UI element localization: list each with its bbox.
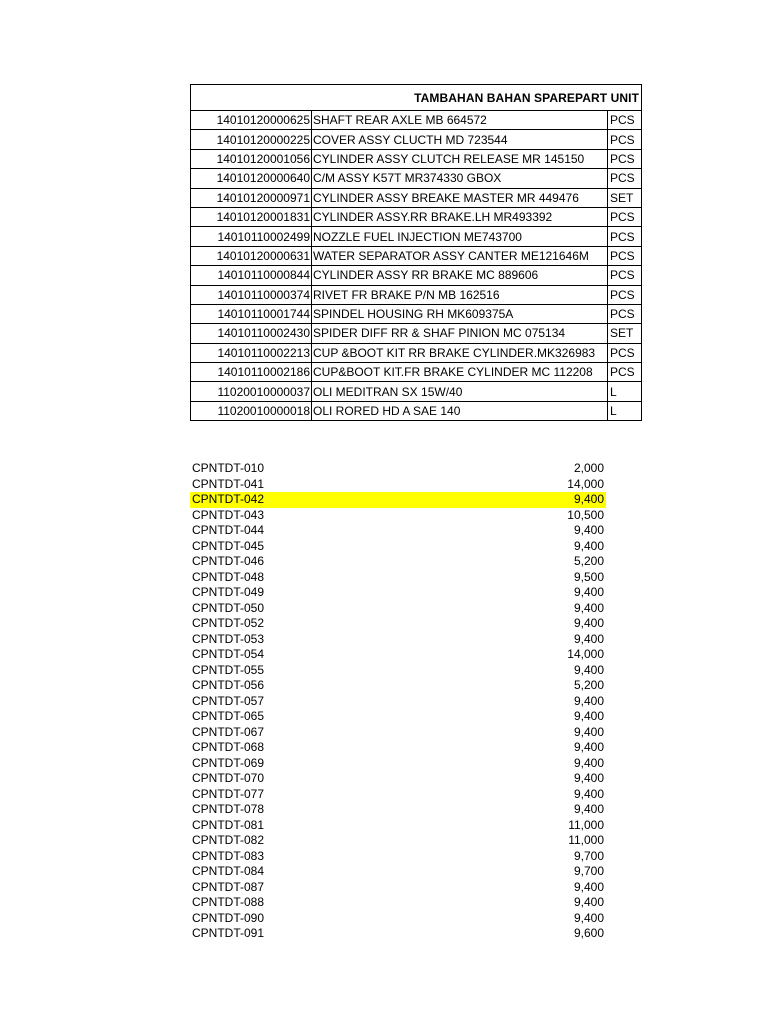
price-value: 9,700: [573, 864, 604, 879]
price-value: 9,400: [573, 771, 604, 786]
price-code: CPNTDT-083: [192, 848, 265, 863]
price-value: 9,400: [573, 538, 604, 553]
price-code: CPNTDT-050: [192, 600, 265, 615]
part-code-cell: 14010110002499: [191, 227, 312, 246]
part-unit-cell: PCS: [608, 111, 642, 130]
price-row: [190, 740, 606, 756]
table-row: [191, 169, 642, 188]
price-value: 9,400: [573, 631, 604, 646]
price-value: 9,500: [573, 569, 604, 584]
price-value: 11,000: [568, 817, 604, 832]
price-value: 9,400: [573, 492, 604, 507]
part-code-cell: 14010120000971: [191, 188, 312, 207]
price-code: CPNTDT-077: [192, 786, 265, 801]
price-value: 9,400: [573, 786, 604, 801]
part-unit-cell: PCS: [608, 149, 642, 168]
price-code: CPNTDT-069: [192, 755, 265, 770]
price-value: 9,400: [573, 616, 604, 631]
part-unit-cell: PCS: [608, 130, 642, 149]
price-value: 10,500: [567, 507, 604, 522]
part-code-cell: 11020010000037: [191, 382, 312, 401]
part-unit-cell: PCS: [608, 266, 642, 285]
table-row: [191, 188, 642, 207]
price-list: [190, 461, 606, 942]
part-description-cell: WATER SEPARATOR ASSY CANTER ME121646M: [312, 246, 608, 265]
price-code: CPNTDT-046: [192, 554, 265, 569]
price-value: 14,000: [567, 476, 604, 491]
part-unit-cell: SET: [608, 324, 642, 343]
price-code: CPNTDT-078: [192, 802, 265, 817]
price-row: [190, 880, 606, 896]
sparepart-table: [190, 84, 642, 421]
price-row: [190, 725, 606, 741]
price-row: [190, 678, 606, 694]
price-value: 9,400: [573, 879, 604, 894]
price-row: [190, 461, 606, 477]
part-code-cell: 14010110002430: [191, 324, 312, 343]
price-value: 9,400: [573, 802, 604, 817]
price-value: 9,400: [573, 895, 604, 910]
table-row: [191, 207, 642, 226]
price-value: 9,400: [573, 662, 604, 677]
price-code: CPNTDT-043: [192, 507, 265, 522]
part-unit-cell: PCS: [608, 246, 642, 265]
price-code: CPNTDT-055: [192, 662, 265, 677]
price-row: [190, 570, 606, 586]
price-code: CPNTDT-065: [192, 709, 265, 724]
price-code: CPNTDT-042: [192, 492, 265, 507]
part-description-cell: OLI RORED HD A SAE 140: [312, 401, 608, 420]
price-value: 9,700: [573, 848, 604, 863]
price-row: [190, 895, 606, 911]
part-code-cell: 14010110002213: [191, 343, 312, 362]
price-row: [190, 802, 606, 818]
price-value: 9,400: [573, 740, 604, 755]
part-description-cell: NOZZLE FUEL INJECTION ME743700: [312, 227, 608, 246]
price-row: [190, 864, 606, 880]
table-row: [191, 343, 642, 362]
price-code: CPNTDT-052: [192, 616, 265, 631]
part-unit-cell: SET: [608, 188, 642, 207]
price-row: [190, 647, 606, 663]
part-unit-cell: PCS: [608, 285, 642, 304]
price-code: CPNTDT-091: [192, 926, 265, 941]
part-unit-cell: PCS: [608, 343, 642, 362]
price-value: 9,400: [573, 693, 604, 708]
price-code: CPNTDT-090: [192, 910, 265, 925]
price-value: 9,400: [573, 910, 604, 925]
part-code-cell: 14010110000374: [191, 285, 312, 304]
part-description-cell: SPINDEL HOUSING RH MK609375A: [312, 304, 608, 323]
price-value: 2,000: [573, 461, 604, 475]
part-unit-cell: PCS: [608, 227, 642, 246]
price-row: [190, 539, 606, 555]
price-row: [190, 508, 606, 524]
price-row: [190, 709, 606, 725]
price-code: CPNTDT-081: [192, 817, 265, 832]
part-description-cell: OLI MEDITRAN SX 15W/40: [312, 382, 608, 401]
price-code: CPNTDT-054: [192, 647, 265, 662]
part-code-cell: 14010110001744: [191, 304, 312, 323]
price-value: 9,400: [573, 585, 604, 600]
price-code: CPNTDT-053: [192, 631, 265, 646]
part-description-cell: CUP&BOOT KIT.FR BRAKE CYLINDER MC 112208: [312, 363, 608, 382]
price-code: CPNTDT-041: [192, 476, 265, 491]
part-unit-cell: L: [608, 382, 642, 401]
table-row: [191, 382, 642, 401]
price-value: 9,400: [573, 755, 604, 770]
price-value: 5,200: [573, 678, 604, 693]
part-unit-cell: PCS: [608, 363, 642, 382]
price-code: CPNTDT-044: [192, 523, 265, 538]
part-code-cell: 14010120001056: [191, 149, 312, 168]
table-row: [191, 266, 642, 285]
price-code: CPNTDT-048: [192, 569, 265, 584]
table-row: [191, 324, 642, 343]
part-code-cell: 14010120001831: [191, 207, 312, 226]
part-description-cell: CYLINDER ASSY.RR BRAKE.LH MR493392: [312, 207, 608, 226]
price-row: [190, 585, 606, 601]
price-row: [190, 926, 606, 942]
price-value: 9,400: [573, 709, 604, 724]
price-value: 9,400: [573, 600, 604, 615]
price-code: CPNTDT-070: [192, 771, 265, 786]
table-row: [191, 149, 642, 168]
sparepart-table-body: [191, 85, 642, 421]
price-code: CPNTDT-049: [192, 585, 265, 600]
price-code: CPNTDT-045: [192, 538, 265, 553]
part-description-cell: CYLINDER ASSY RR BRAKE MC 889606: [312, 266, 608, 285]
price-code: CPNTDT-084: [192, 864, 265, 879]
price-code: CPNTDT-068: [192, 740, 265, 755]
part-description-cell: COVER ASSY CLUCTH MD 723544: [312, 130, 608, 149]
price-code: CPNTDT-010: [192, 461, 265, 475]
part-code-cell: 14010110002186: [191, 363, 312, 382]
part-description-cell: C/M ASSY K57T MR374330 GBOX: [312, 169, 608, 188]
part-unit-cell: PCS: [608, 304, 642, 323]
table-title-row: [191, 85, 642, 111]
table-row: [191, 401, 642, 420]
price-row: [190, 787, 606, 803]
price-code: CPNTDT-067: [192, 724, 265, 739]
price-value: 9,600: [573, 926, 604, 941]
price-row: [190, 756, 606, 772]
price-row: [190, 477, 606, 493]
part-description-cell: CYLINDER ASSY CLUTCH RELEASE MR 145150: [312, 149, 608, 168]
price-code: CPNTDT-087: [192, 879, 265, 894]
price-value: 14,000: [567, 647, 604, 662]
part-description-cell: RIVET FR BRAKE P/N MB 162516: [312, 285, 608, 304]
price-row: [190, 554, 606, 570]
price-row: [190, 601, 606, 617]
table-row: [191, 304, 642, 323]
price-value: 9,400: [573, 724, 604, 739]
price-value: 11,000: [568, 833, 604, 848]
table-row: [191, 111, 642, 130]
part-unit-cell: L: [608, 401, 642, 420]
part-code-cell: 14010120000640: [191, 169, 312, 188]
price-code: CPNTDT-057: [192, 693, 265, 708]
price-row: [190, 694, 606, 710]
part-code-cell: 14010120000631: [191, 246, 312, 265]
price-row-highlighted: [190, 492, 606, 508]
price-row: [190, 771, 606, 787]
price-row: [190, 833, 606, 849]
table-title: TAMBAHAN BAHAN SPAREPART UNIT: [191, 85, 642, 111]
price-value: 5,200: [573, 554, 604, 569]
table-row: [191, 363, 642, 382]
price-row: [190, 849, 606, 865]
price-row: [190, 911, 606, 927]
price-row: [190, 523, 606, 539]
table-row: [191, 227, 642, 246]
part-description-cell: CYLINDER ASSY BREAKE MASTER MR 449476: [312, 188, 608, 207]
price-value: 9,400: [573, 523, 604, 538]
part-description-cell: SHAFT REAR AXLE MB 664572: [312, 111, 608, 130]
price-row: [190, 818, 606, 834]
part-code-cell: 14010110000844: [191, 266, 312, 285]
price-row: [190, 632, 606, 648]
table-row: [191, 246, 642, 265]
part-code-cell: 14010120000625: [191, 111, 312, 130]
part-unit-cell: PCS: [608, 207, 642, 226]
price-code: CPNTDT-082: [192, 833, 265, 848]
part-code-cell: 14010120000225: [191, 130, 312, 149]
price-code: CPNTDT-056: [192, 678, 265, 693]
table-row: [191, 285, 642, 304]
price-row: [190, 616, 606, 632]
part-code-cell: 11020010000018: [191, 401, 312, 420]
price-code: CPNTDT-088: [192, 895, 265, 910]
part-unit-cell: PCS: [608, 169, 642, 188]
part-description-cell: CUP &BOOT KIT RR BRAKE CYLINDER.MK326983: [312, 343, 608, 362]
part-description-cell: SPIDER DIFF RR & SHAF PINION MC 075134: [312, 324, 608, 343]
price-row: [190, 663, 606, 679]
table-row: [191, 130, 642, 149]
